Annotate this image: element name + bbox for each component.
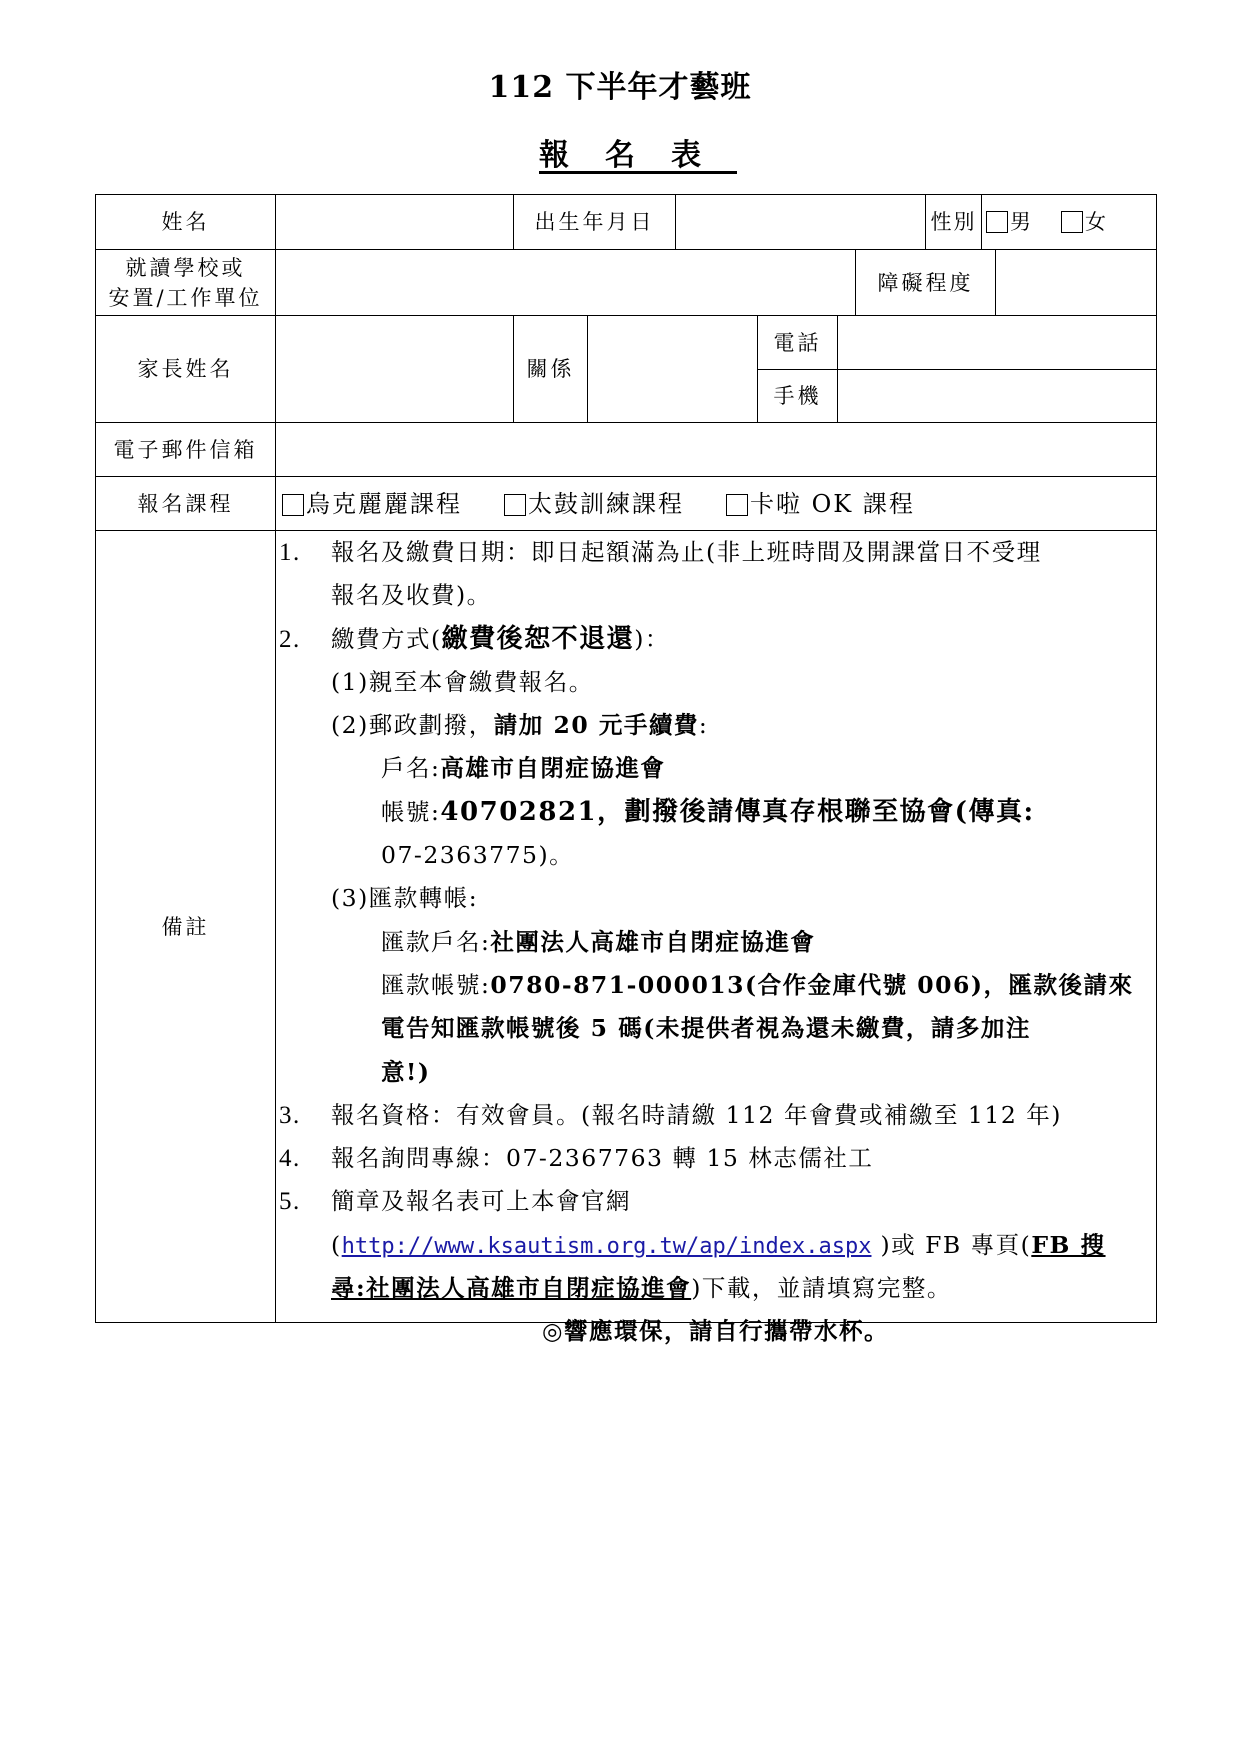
subtitle-text: 報名表: [539, 138, 737, 173]
note-2-2-bold: 請加 20 元手續費: [493, 711, 699, 740]
eco-footer: [279, 1310, 1152, 1353]
note-3-number: 3.: [279, 1101, 301, 1129]
note-5-line-c: [279, 1267, 1152, 1310]
registration-form: [95, 194, 1157, 1346]
karaoke-checkbox[interactable]: [726, 494, 748, 516]
mobile-label: 手機: [758, 370, 838, 423]
karaoke-label: 卡啦 OK 課程: [750, 489, 915, 518]
remit-name-pre: 匯款戶名:: [381, 927, 491, 956]
birth-field[interactable]: [676, 195, 926, 250]
note-5-text-a: 簡章及報名表可上本會官網: [331, 1187, 631, 1216]
note-2-2-fax: 07-2363775)。: [381, 841, 575, 870]
course-taiko-option[interactable]: [504, 489, 684, 519]
gender-female-option[interactable]: [1061, 207, 1108, 237]
account-no-pre: 帳號:: [381, 797, 441, 826]
mobile-field[interactable]: [838, 370, 1156, 423]
gender-options: [982, 195, 1156, 250]
gender-label: 性別: [926, 195, 982, 250]
note-2-2-post: :: [698, 711, 709, 740]
remit-note-d: 意!): [381, 1057, 431, 1086]
note-2-3: (3)匯款轉帳:: [331, 884, 479, 913]
taiko-checkbox[interactable]: [504, 494, 526, 516]
name-label: 姓名: [96, 195, 276, 250]
email-field[interactable]: [276, 423, 1156, 477]
note-5-fb-search-b: 尋:社團法人高雄市自閉症協進會: [331, 1274, 692, 1303]
school-label-line1: 就讀學校或: [125, 255, 246, 280]
note-4-number: 4.: [279, 1145, 301, 1173]
note-5-line-b: [279, 1224, 1152, 1267]
note-2-3-name: [279, 921, 1152, 964]
account-no-bold: 40702821，劃撥後請傳真存根聯至協會(傳真:: [440, 796, 1035, 827]
note-5-line: [279, 1180, 1152, 1223]
note-2-line: [279, 618, 1152, 661]
page-subtitle: [0, 130, 1240, 174]
notes-content: [276, 531, 1156, 1346]
remit-no-pre: 匯款帳號:: [381, 970, 491, 999]
ukulele-label: 烏克麗麗課程: [306, 489, 462, 518]
female-label: 女: [1085, 210, 1108, 234]
account-name-pre: 戶名:: [381, 754, 441, 783]
gender-male-option[interactable]: [986, 207, 1033, 237]
relation-label: 關係: [514, 316, 588, 423]
note-5-number: 5.: [279, 1188, 301, 1216]
note-5-pre: (: [331, 1230, 342, 1259]
note-2-2-pre: (2)郵政劃撥，: [331, 711, 494, 740]
course-karaoke-option[interactable]: [726, 489, 915, 519]
notes-label: 備註: [96, 531, 276, 1322]
account-name-bold: 高雄市自閉症協進會: [440, 754, 666, 783]
note-2-post: )：: [634, 624, 670, 653]
relation-field[interactable]: [588, 316, 758, 423]
name-field[interactable]: [276, 195, 514, 250]
email-label: 電子郵件信箱: [96, 423, 276, 477]
course-ukulele-option[interactable]: [282, 489, 462, 519]
note-2-3-number: [279, 964, 1152, 1007]
note-2-3-d: [279, 1051, 1152, 1094]
note-4-text: 報名詢問專線：07-2367763 轉 15 林志儒社工: [331, 1144, 874, 1173]
note-2-1: (1)親至本會繳費報名。: [331, 667, 594, 696]
note-3-text: 報名資格：有效會員。(報名時請繳 112 年會費或補繳至 112 年): [331, 1100, 1062, 1129]
note-5-post: )下載，並請填寫完整。: [691, 1274, 952, 1303]
school-label: [96, 250, 276, 316]
note-2-bold: 繳費後恕不退還: [441, 623, 635, 654]
eco-footer-text: ◎響應環保，請自行攜帶水杯。: [541, 1317, 889, 1346]
school-label-line2: 安置/工作單位: [108, 285, 263, 310]
note-2-pre: 繳費方式(: [331, 624, 442, 653]
note-1-line-a: [279, 531, 1152, 574]
page-title: 112 下半年才藝班: [488, 70, 752, 105]
note-1-number: 1.: [279, 539, 301, 566]
male-label: 男: [1010, 210, 1033, 234]
parent-field[interactable]: [276, 316, 514, 423]
note-2-3-c: [279, 1007, 1152, 1050]
disability-field[interactable]: [996, 250, 1156, 316]
phone-label: 電話: [758, 316, 838, 370]
disability-label: 障礙程度: [856, 250, 996, 316]
note-4-line: [279, 1137, 1152, 1180]
parent-label: 家長姓名: [96, 316, 276, 423]
remit-no-bold: 0780-871-000013(合作金庫代號 006)，匯款後請來: [490, 970, 1134, 999]
remit-note-c: 電告知匯款帳號後 5 碼(未提供者視為還未繳費，請多加注: [381, 1014, 1031, 1043]
ukulele-checkbox[interactable]: [282, 494, 304, 516]
birth-label: 出生年月日: [514, 195, 676, 250]
note-1-line-b: 報名及收費)。: [331, 581, 492, 610]
course-options: [276, 477, 1156, 531]
note-2-2-account: [279, 747, 1152, 790]
phone-field[interactable]: [838, 316, 1156, 370]
note-3-line: [279, 1094, 1152, 1137]
taiko-label: 太鼓訓練課程: [528, 489, 684, 518]
note-5-fb-search-a: FB 搜: [1031, 1230, 1106, 1259]
website-link[interactable]: http://www.ksautism.org.tw/ap/index.aspx: [341, 1233, 872, 1259]
note-2-2: [279, 704, 1152, 747]
note-1-text-a: 報名及繳費日期：即日起額滿為止(非上班時間及開課當日不受理: [331, 538, 1042, 566]
note-2-number: 2.: [279, 625, 301, 653]
remit-name-bold: 社團法人高雄市自閉症協進會: [490, 927, 816, 956]
course-label: 報名課程: [96, 477, 276, 531]
note-2-2-number: [279, 791, 1152, 834]
male-checkbox[interactable]: [986, 211, 1008, 233]
female-checkbox[interactable]: [1061, 211, 1083, 233]
note-5-mid: )或 FB 專頁(: [871, 1230, 1032, 1259]
school-field[interactable]: [276, 250, 856, 316]
